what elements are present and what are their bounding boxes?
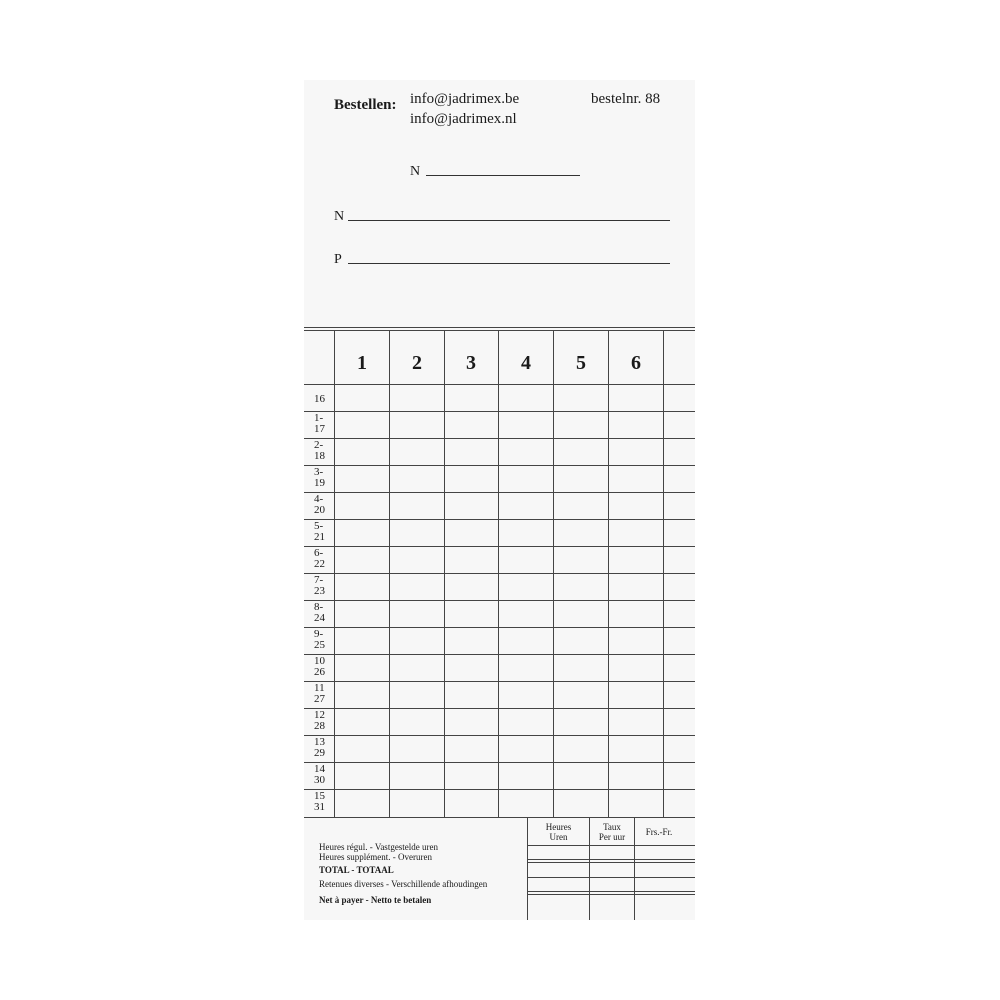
- row-label-10-top: 10: [314, 655, 325, 667]
- order-number: bestelnr. 88: [591, 91, 661, 107]
- summary-deductions: Retenues diverses - Verschillende afhoudingen: [319, 879, 488, 889]
- summary-header-amount: Frs.-Fr.: [645, 827, 673, 837]
- row-label-23: 23: [314, 585, 325, 597]
- column-header-4: 4: [521, 352, 531, 374]
- summary-header-rate: Taux Per uur: [598, 822, 626, 842]
- field-label-n1: N: [410, 164, 421, 179]
- row-label-17: 17: [314, 423, 325, 435]
- email-nl-link[interactable]: info@jadrimex.nl: [410, 111, 517, 127]
- row-label-25: 25: [314, 639, 325, 651]
- row-label-18: 18: [314, 450, 325, 462]
- email-be-link[interactable]: info@jadrimex.be: [410, 91, 520, 107]
- summary-total: TOTAL - TOTAAL: [319, 865, 394, 875]
- row-label-21: 21: [314, 531, 325, 543]
- row-label-26: 26: [314, 666, 325, 678]
- row-label-19: 19: [314, 477, 325, 489]
- row-label-30: 30: [314, 774, 325, 786]
- column-header-3: 3: [466, 352, 476, 374]
- row-label-11-top: 11: [314, 682, 325, 694]
- row-label-28: 28: [314, 720, 325, 732]
- row-label-2-top: 2-: [314, 439, 324, 451]
- row-label-7-top: 7-: [314, 574, 324, 586]
- row-label-29: 29: [314, 747, 325, 759]
- column-header-5: 5: [576, 352, 586, 374]
- row-label-13-top: 13: [314, 736, 325, 748]
- row-label-22: 22: [314, 558, 325, 570]
- summary-overtime: Heures supplément. - Overuren: [319, 852, 432, 862]
- column-header-1: 1: [357, 352, 367, 374]
- column-header-2: 2: [412, 352, 422, 374]
- summary-net-pay: Net à payer - Netto te betalen: [319, 895, 432, 905]
- row-label-9-top: 9-: [314, 628, 324, 640]
- row-label-15-top: 15: [314, 790, 325, 802]
- row-label-20: 20: [314, 504, 325, 516]
- order-label: Bestellen:: [334, 97, 397, 113]
- field-label-n2: N: [334, 209, 345, 224]
- row-label-8-top: 8-: [314, 601, 324, 613]
- row-label-27: 27: [314, 693, 325, 705]
- row-label-31: 31: [314, 801, 325, 813]
- row-label-16: 16: [314, 393, 325, 405]
- row-label-14-top: 14: [314, 763, 325, 775]
- row-label-24: 24: [314, 612, 325, 624]
- row-label-12-top: 12: [314, 709, 325, 721]
- row-label-3-top: 3-: [314, 466, 324, 478]
- column-header-6: 6: [631, 352, 641, 374]
- row-label-6-top: 6-: [314, 547, 324, 559]
- row-label-5-top: 5-: [314, 520, 324, 532]
- summary-regular-hours: Heures régul. - Vastgestelde uren: [319, 842, 439, 852]
- row-label-1-top: 1-: [314, 412, 324, 424]
- field-label-p: P: [334, 252, 342, 267]
- row-label-4-top: 4-: [314, 493, 324, 505]
- summary-header-hours: Heures Uren: [545, 822, 572, 842]
